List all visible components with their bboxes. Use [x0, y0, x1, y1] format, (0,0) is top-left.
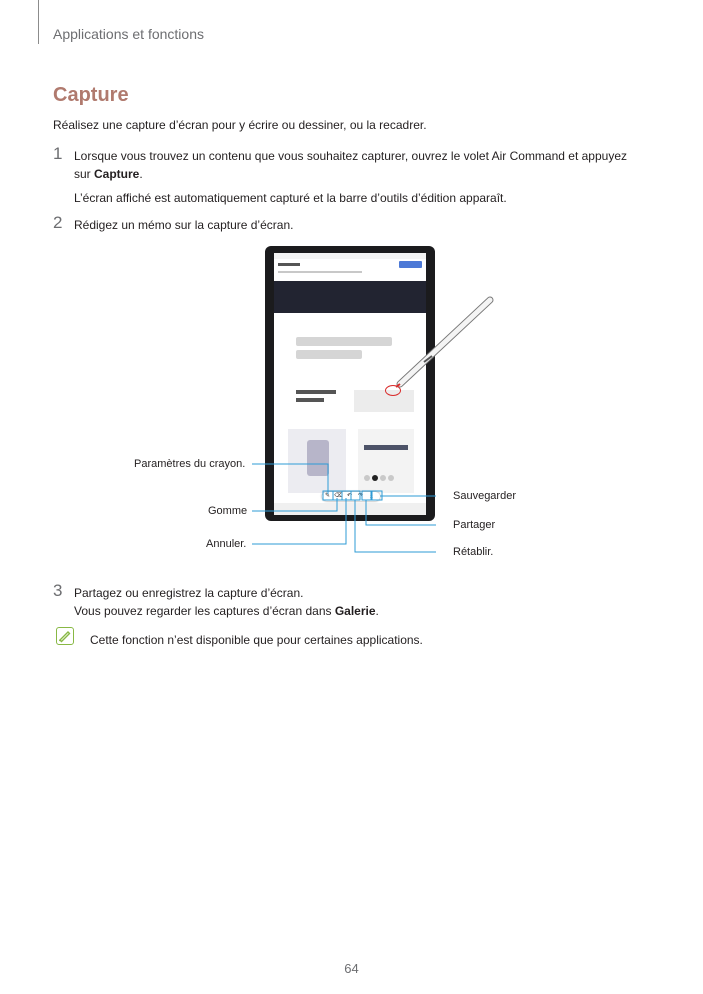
- eraser-icon[interactable]: ⌫: [334, 493, 343, 499]
- page-title: Capture: [53, 84, 129, 106]
- product-phone-image: [307, 440, 329, 476]
- step-line: sur Capture.: [74, 167, 143, 181]
- website-headline-blurred: [296, 337, 392, 346]
- edit-toolbar: [322, 492, 380, 501]
- callout-share: Partager: [453, 519, 496, 531]
- color-swatch: [388, 475, 394, 481]
- color-swatch: [372, 475, 378, 481]
- menu-term: Capture: [94, 167, 140, 181]
- callout-undo: Annuler.: [206, 538, 247, 550]
- intro-paragraph: Réalisez une capture d’écran pour y écrire ou dessiner, ou la recadrer.: [53, 118, 427, 132]
- website-logo: [278, 263, 300, 266]
- page-number: 64: [344, 961, 359, 976]
- callout-redo: Rétablir.: [453, 546, 494, 558]
- website-subheading: [296, 398, 324, 402]
- website-headline-blurred: [296, 350, 362, 359]
- callout-save: Sauvegarder: [453, 490, 516, 502]
- website-subheading: [296, 390, 336, 394]
- section-rule: [38, 0, 39, 44]
- color-swatch: [364, 475, 370, 481]
- app-name: Galerie: [334, 604, 376, 618]
- pen-icon[interactable]: ✎: [324, 493, 331, 499]
- website-buy-button: [399, 261, 422, 268]
- section-header: Applications et fonctions: [53, 26, 204, 42]
- callout-pen-settings: Paramètres du crayon.: [134, 458, 246, 470]
- note-icon: [56, 627, 74, 645]
- step-number: 2: [53, 213, 63, 232]
- step-text: Partagez ou enregistrez la capture d’écran.: [74, 586, 304, 600]
- color-swatch: [380, 475, 386, 481]
- save-icon[interactable]: ⤓: [370, 493, 373, 499]
- screen-bottom-bar: [274, 503, 426, 515]
- product-card: [358, 429, 414, 493]
- step-subtext: Vous pouvez regarder les captures d’écran dans Galerie.: [74, 604, 379, 618]
- step-line: Lorsque vous trouvez un contenu que vous souhaitez capturer, ouvrez le volet Air Command et appuyez: [74, 149, 627, 163]
- note-text: Cette fonction n’est disponible que pour certaines applications.: [90, 633, 423, 647]
- step-number: 1: [53, 144, 63, 163]
- status-bar: [274, 253, 426, 259]
- website-text-block: [354, 390, 414, 412]
- step-text: Rédigez un mémo sur la capture d’écran.: [74, 218, 294, 232]
- website-nav: [278, 271, 362, 273]
- undo-icon[interactable]: ↶: [346, 493, 353, 499]
- step-number: 3: [53, 581, 63, 600]
- s-pen-icon: [392, 296, 494, 388]
- step-text: [74, 147, 627, 183]
- redo-icon[interactable]: ↷: [357, 493, 364, 499]
- callout-eraser: Gomme: [208, 505, 248, 517]
- step-subtext: L’écran affiché est automatiquement capturé et la barre d’outils d’édition apparaît.: [74, 191, 507, 205]
- product-card-banner: [364, 445, 408, 450]
